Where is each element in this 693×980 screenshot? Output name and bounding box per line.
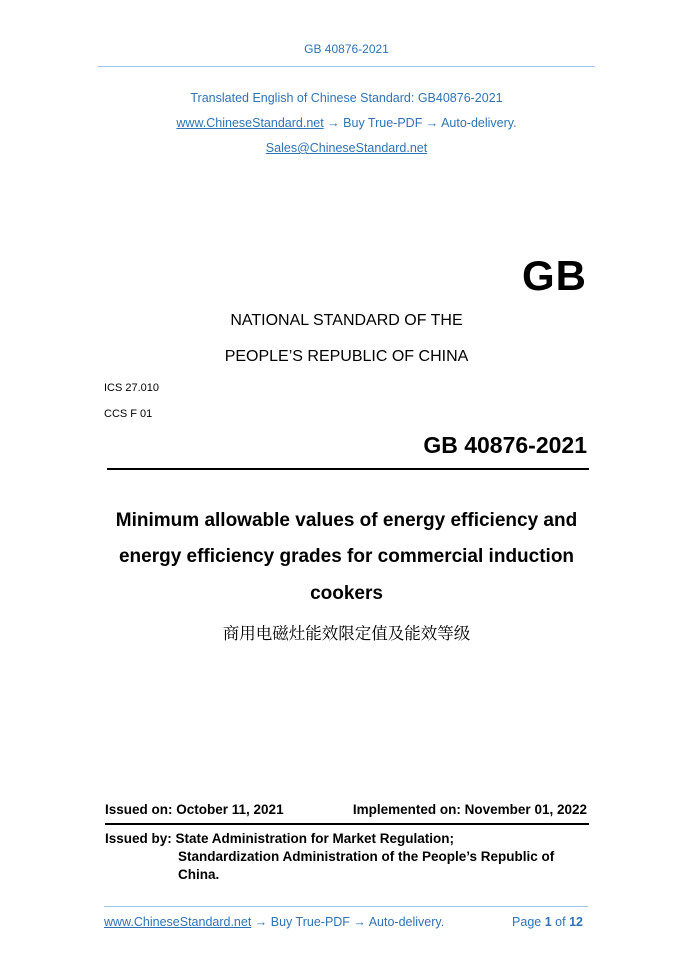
page-number [512,915,583,929]
page-label: Page [512,915,542,929]
footer-rule [104,906,588,907]
header-rule [98,66,595,67]
notice-line-1: Translated English of Chinese Standard: GB40876-2021 [190,91,503,105]
issue-rule [105,823,589,825]
email-link[interactable]: Sales@ChineseStandard.net [265,141,428,155]
title-chinese: 商用电磁灶能效限定值及能效等级 [222,624,471,643]
national-standard-line-2: PEOPLE’S REPUBLIC OF CHINA [224,348,469,365]
footer-buy-text: → Buy True-PDF → Auto-delivery. [251,915,445,929]
issued-by-line-3: China. [178,867,220,882]
buy-text: → Buy True-PDF → Auto-delivery. [323,116,517,130]
footer-site-link[interactable]: www.ChineseStandard.net [104,915,252,929]
gb-mark: GB [522,252,587,299]
implemented-on: Implemented on: November 01, 2022 [352,802,587,817]
notice-line-2 [0,116,693,130]
title-line-2: energy efficiency grades for commercial induction [118,546,575,567]
national-standard-line-1: NATIONAL STANDARD OF THE [230,312,463,329]
footer-left [104,915,444,929]
title-line-1: Minimum allowable values of energy efficiency and [115,510,578,531]
page-total: 12 [569,915,583,929]
site-link[interactable]: www.ChineseStandard.net [176,116,324,130]
notice-line-3 [0,141,693,155]
running-header: GB 40876-2021 [304,42,389,56]
issued-by-line-2: Standardization Administration of the People’s Republic of [178,849,555,864]
issued-on: Issued on: October 11, 2021 [105,802,284,817]
page-of: of [555,915,566,929]
page-current: 1 [544,915,552,929]
standard-code: GB 40876-2021 [423,432,587,458]
title-line-3: cookers [310,583,383,604]
issued-by-line-1: Issued by: State Administration for Market Regulation; [105,831,455,846]
code-rule [107,468,589,470]
ccs-code: CCS F 01 [104,408,153,420]
ics-code: ICS 27.010 [104,382,160,394]
